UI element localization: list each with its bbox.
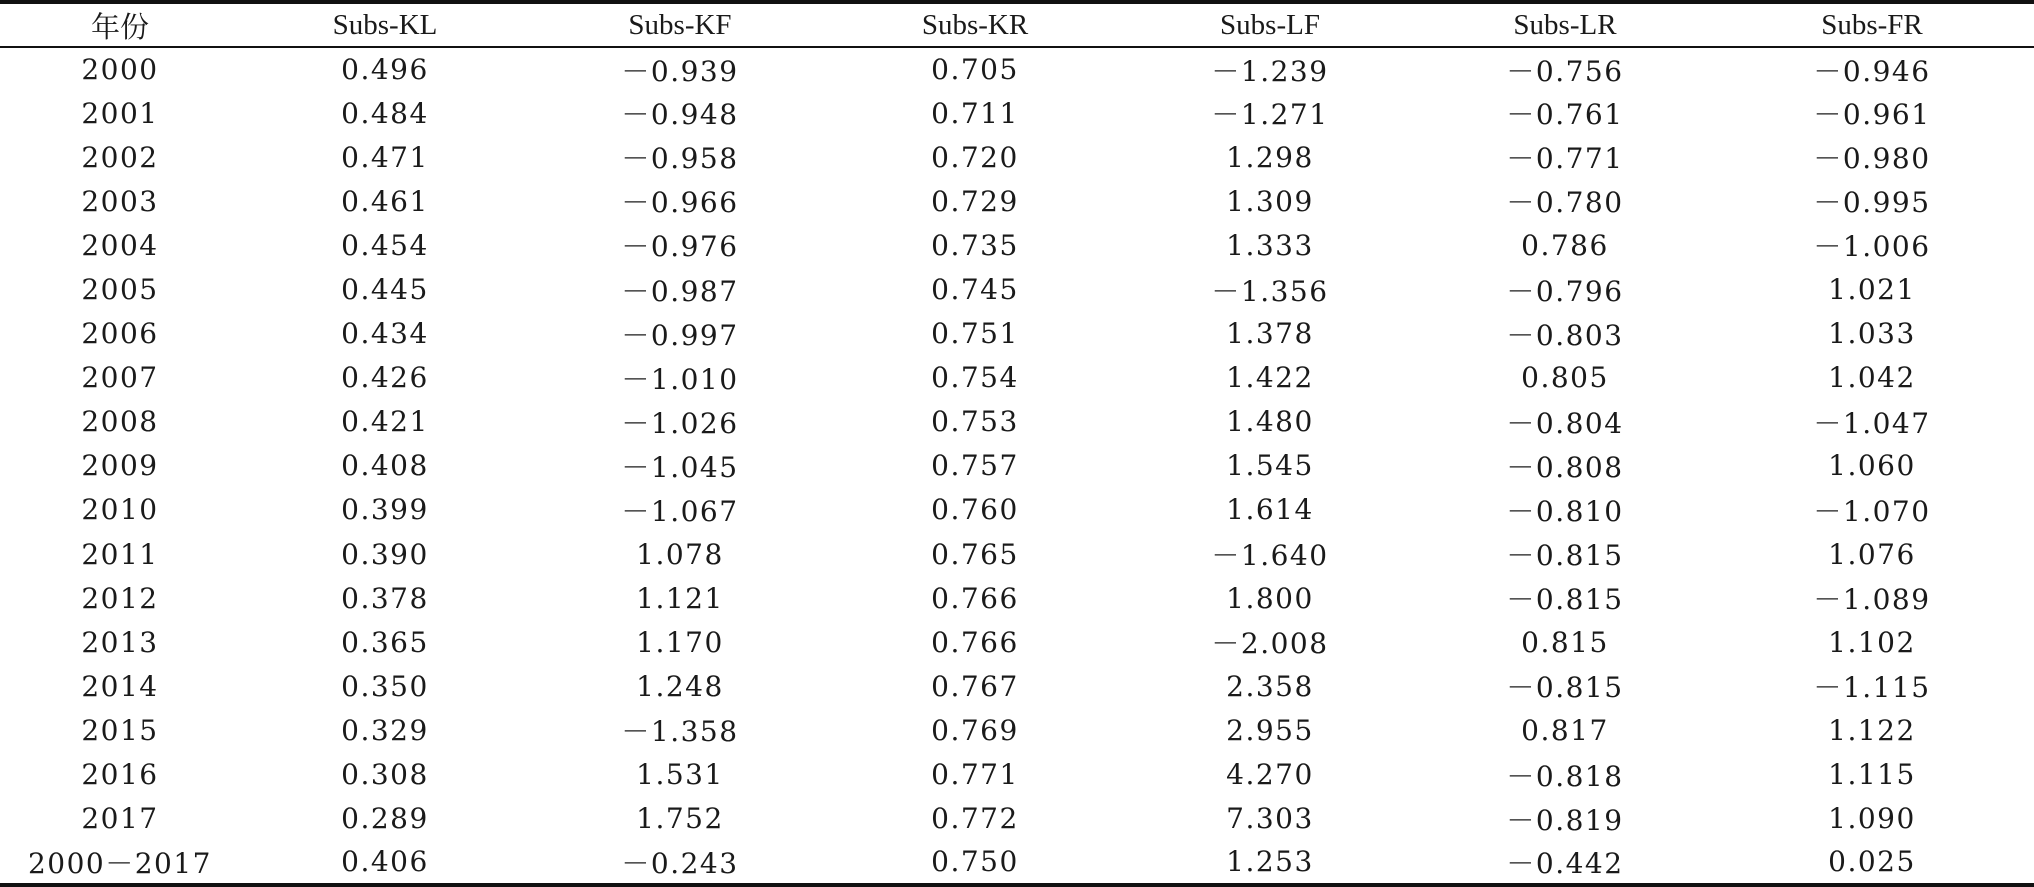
cell-subs-kr: 0.767: [931, 669, 1019, 703]
cell-subs-lr: －0.771: [1506, 142, 1624, 176]
cell-year: 2013: [81, 625, 159, 659]
cell-subs-kr: 0.765: [931, 537, 1019, 571]
table-header: [0, 2, 2034, 47]
table-row: [0, 488, 2034, 532]
cell-subs-lr: －0.756: [1506, 54, 1624, 88]
cell-subs-lf: －1.640: [1211, 539, 1329, 573]
cell-subs-kf: －1.045: [621, 450, 739, 484]
cell-subs-fr: －0.995: [1813, 186, 1931, 220]
cell-subs-fr: 1.060: [1828, 449, 1916, 483]
cell-subs-fr: －0.980: [1813, 142, 1931, 176]
table-row: [0, 135, 2034, 179]
cell-subs-fr: 1.076: [1828, 537, 1916, 571]
cell-subs-lf: 1.480: [1226, 405, 1314, 439]
cell-subs-kr: 0.771: [931, 758, 1019, 792]
cell-subs-kl: 0.454: [341, 228, 429, 262]
cell-year: 2012: [81, 581, 159, 615]
cell-subs-fr: 1.042: [1828, 361, 1916, 395]
cell-subs-kf: 1.248: [636, 669, 724, 703]
cell-subs-kf: －0.958: [621, 142, 739, 176]
table-row: [0, 400, 2034, 444]
cell-year: 2005: [81, 273, 159, 307]
cell-subs-lf: 1.298: [1226, 140, 1314, 174]
cell-subs-fr: 1.033: [1828, 317, 1916, 351]
header-row: [0, 2, 2034, 47]
table-row: [0, 223, 2034, 267]
cell-subs-kf: －0.948: [621, 98, 739, 132]
cell-subs-lf: －1.356: [1211, 274, 1329, 308]
cell-year: 2009: [81, 449, 159, 483]
cell-subs-lr: 0.786: [1521, 228, 1609, 262]
table-row: [0, 356, 2034, 400]
cell-subs-kr: 0.753: [931, 405, 1019, 439]
cell-subs-kl: 0.406: [240, 841, 530, 885]
cell-subs-lr: －0.810: [1506, 494, 1624, 528]
cell-subs-fr: 1.122: [1828, 713, 1916, 747]
cell-subs-lf: 1.253: [1120, 841, 1420, 885]
cell-subs-kf: －1.358: [621, 715, 739, 749]
cell-subs-kf: －0.939: [621, 54, 739, 88]
cell-subs-kl: 0.365: [341, 625, 429, 659]
table-row: [0, 620, 2034, 664]
cell-subs-lr: －0.818: [1506, 759, 1624, 793]
cell-subs-lf: 1.333: [1226, 228, 1314, 262]
cell-subs-kr: 0.769: [931, 713, 1019, 747]
cell-subs-lf: 1.378: [1226, 317, 1314, 351]
cell-subs-kl: 0.426: [341, 361, 429, 395]
cell-subs-fr: －1.006: [1813, 230, 1931, 264]
table-row: [0, 664, 2034, 708]
table-row: [0, 312, 2034, 356]
cell-subs-kr: 0.760: [931, 493, 1019, 527]
cell-subs-kf: 1.752: [636, 802, 724, 836]
cell-subs-kr: 0.711: [931, 96, 1019, 130]
cell-subs-lf: 2.358: [1226, 669, 1314, 703]
cell-subs-kf: －0.987: [621, 274, 739, 308]
cell-subs-lr: －0.796: [1506, 274, 1624, 308]
cell-subs-kl: 0.496: [341, 53, 429, 87]
cell-subs-kr: 0.757: [931, 449, 1019, 483]
cell-year: 2011: [81, 537, 159, 571]
cell-subs-kf: －0.976: [621, 230, 739, 264]
cell-subs-lr: －0.819: [1506, 803, 1624, 837]
cell-subs-fr: 1.090: [1828, 802, 1916, 836]
cell-subs-fr: 1.115: [1828, 758, 1916, 792]
cell-year: 2010: [81, 493, 159, 527]
cell-subs-fr: －1.047: [1813, 406, 1931, 440]
header-subs-kf: Subs-KF: [530, 2, 830, 47]
cell-subs-lr: －0.815: [1506, 671, 1624, 705]
cell-subs-fr: －0.961: [1813, 98, 1931, 132]
cell-subs-lf: 1.614: [1226, 493, 1314, 527]
table-row: [0, 797, 2034, 841]
cell-subs-kr: 0.751: [931, 317, 1019, 351]
cell-year: 2004: [81, 228, 159, 262]
cell-subs-fr: －1.089: [1813, 583, 1931, 617]
cell-subs-lr: －0.803: [1506, 318, 1624, 352]
cell-year: 2015: [81, 713, 159, 747]
cell-subs-kr: 0.766: [931, 625, 1019, 659]
cell-subs-lf: －1.271: [1211, 98, 1329, 132]
table-row: [0, 841, 2034, 885]
cell-subs-lf: －1.239: [1211, 54, 1329, 88]
cell-subs-lf: －2.008: [1211, 627, 1329, 661]
cell-subs-lf: 4.270: [1226, 758, 1314, 792]
cell-subs-lf: 1.545: [1226, 449, 1314, 483]
cell-subs-kr: 0.750: [830, 841, 1120, 885]
cell-subs-lr: －0.442: [1420, 841, 1710, 885]
cell-subs-kl: 0.408: [341, 449, 429, 483]
cell-subs-kl: 0.399: [341, 493, 429, 527]
cell-subs-kf: 1.531: [636, 758, 724, 792]
cell-subs-kf: 1.121: [636, 581, 724, 615]
cell-subs-kl: 0.471: [341, 140, 429, 174]
cell-subs-kr: 0.705: [931, 53, 1019, 87]
cell-subs-kl: 0.308: [341, 758, 429, 792]
table-row: [0, 267, 2034, 311]
header-subs-lf: Subs-LF: [1120, 2, 1420, 47]
cell-subs-fr: 1.102: [1828, 625, 1916, 659]
cell-subs-kl: 0.421: [341, 405, 429, 439]
table-row: [0, 47, 2034, 91]
cell-year: 2008: [81, 405, 159, 439]
cell-subs-lr: 0.815: [1521, 625, 1609, 659]
cell-subs-lr: －0.815: [1506, 539, 1624, 573]
cell-subs-kr: 0.772: [931, 802, 1019, 836]
cell-subs-kl: 0.350: [341, 669, 429, 703]
cell-year: 2006: [81, 317, 159, 351]
table-row: [0, 91, 2034, 135]
cell-subs-kl: 0.390: [341, 537, 429, 571]
header-subs-lr: Subs-LR: [1420, 2, 1710, 47]
cell-subs-lf: 1.309: [1226, 184, 1314, 218]
cell-subs-kr: 0.754: [931, 361, 1019, 395]
cell-year: 2001: [81, 96, 159, 130]
table-row: [0, 753, 2034, 797]
header-subs-kr: Subs-KR: [830, 2, 1120, 47]
cell-subs-kl: 0.378: [341, 581, 429, 615]
cell-subs-kl: 0.329: [341, 713, 429, 747]
cell-subs-kr: 0.766: [931, 581, 1019, 615]
cell-subs-kl: 0.434: [341, 317, 429, 351]
table-body: [0, 47, 2034, 885]
table-row: [0, 576, 2034, 620]
cell-year: 2002: [81, 140, 159, 174]
cell-subs-kf: －1.010: [621, 362, 739, 396]
cell-subs-kf: －0.966: [621, 186, 739, 220]
cell-subs-lf: 1.422: [1226, 361, 1314, 395]
cell-subs-kf: －1.067: [621, 494, 739, 528]
table-row: [0, 444, 2034, 488]
cell-subs-fr: －0.946: [1813, 54, 1931, 88]
cell-subs-lr: －0.804: [1506, 406, 1624, 440]
cell-subs-kl: 0.484: [341, 96, 429, 130]
cell-subs-kf: 1.078: [636, 537, 724, 571]
cell-subs-kr: 0.729: [931, 184, 1019, 218]
cell-subs-fr: －1.070: [1813, 494, 1931, 528]
cell-subs-kf: －1.026: [621, 406, 739, 440]
cell-year: 2007: [81, 361, 159, 395]
cell-subs-kr: 0.720: [931, 140, 1019, 174]
cell-subs-lr: 0.817: [1521, 713, 1609, 747]
cell-year: 2016: [81, 758, 159, 792]
cell-subs-lf: 2.955: [1226, 713, 1314, 747]
cell-subs-lf: 7.303: [1226, 802, 1314, 836]
cell-subs-fr: 0.025: [1710, 841, 2034, 885]
cell-subs-kr: 0.735: [931, 228, 1019, 262]
cell-subs-lr: －0.780: [1506, 186, 1624, 220]
cell-subs-kl: 0.461: [341, 184, 429, 218]
cell-subs-kf: －0.997: [621, 318, 739, 352]
cell-subs-kl: 0.445: [341, 273, 429, 307]
cell-subs-kr: 0.745: [931, 273, 1019, 307]
header-subs-kl: Subs-KL: [240, 2, 530, 47]
cell-year: 2017: [81, 802, 159, 836]
cell-subs-lr: －0.808: [1506, 450, 1624, 484]
cell-subs-lf: 1.800: [1226, 581, 1314, 615]
cell-subs-lr: －0.761: [1506, 98, 1624, 132]
cell-subs-fr: 1.021: [1828, 273, 1916, 307]
header-year: 年份: [0, 2, 240, 47]
cell-year: 2014: [81, 669, 159, 703]
cell-year: 2000: [81, 53, 159, 87]
table-row: [0, 532, 2034, 576]
cell-subs-fr: －1.115: [1813, 671, 1931, 705]
cell-subs-lr: 0.805: [1521, 361, 1609, 395]
cell-subs-lr: －0.815: [1506, 583, 1624, 617]
table-row: [0, 179, 2034, 223]
cell-subs-kl: 0.289: [341, 802, 429, 836]
header-subs-fr: Subs-FR: [1710, 2, 2034, 47]
cell-subs-kf: 1.170: [636, 625, 724, 659]
table-row: [0, 708, 2034, 752]
cell-subs-kf: －0.243: [530, 841, 830, 885]
cell-year: 2003: [81, 184, 159, 218]
cell-year: 2000－2017: [0, 841, 240, 885]
